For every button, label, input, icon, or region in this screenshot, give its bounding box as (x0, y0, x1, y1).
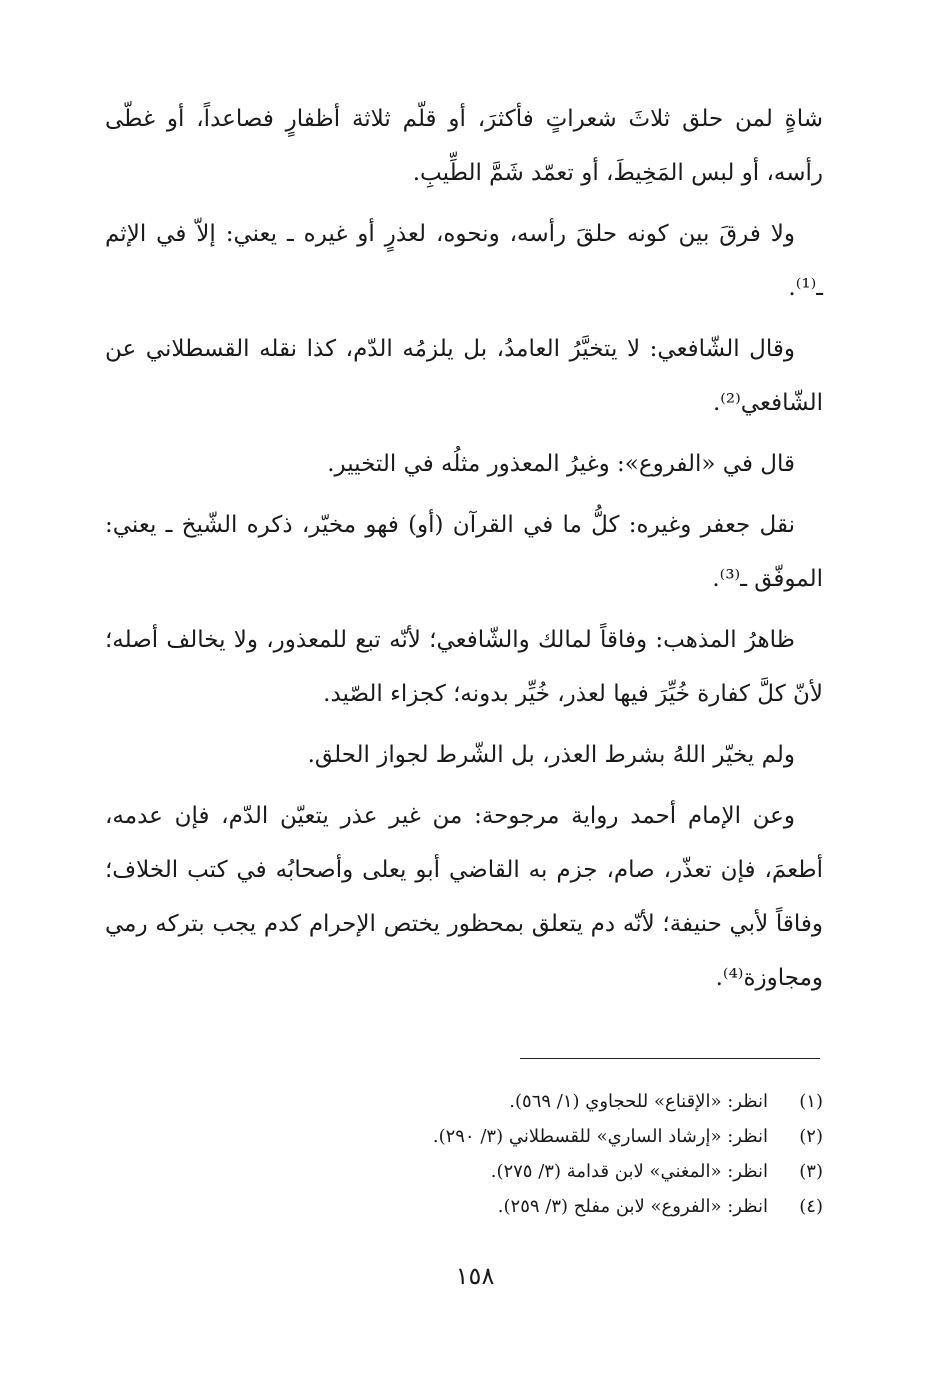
footnote-2 (105, 1119, 823, 1154)
footnote-3 (105, 1154, 823, 1189)
footnote-text: انظر: «إرشاد الساري» للقسطلاني (٣/ ٢٩٠). (432, 1126, 768, 1147)
footnote-number: (٤) (799, 1196, 823, 1217)
footnote-number: (٢) (799, 1126, 823, 1147)
page-body (105, 92, 823, 1012)
paragraph-2: ولا فرقَ بين كونه حلقَ رأسه، ونحوه، لعذرٍ أو غيره ـ يعني: إلاّ في الإثم ـ⁽¹⁾. (105, 221, 823, 301)
paragraph-4: قال في «الفروع»: وغيرُ المعذور مثلُه في التخيير. (327, 451, 795, 477)
page-number: ١٥٨ (455, 1262, 495, 1290)
footnote-4 (105, 1189, 823, 1224)
footnote-text: انظر: «المغني» لابن قدامة (٣/ ٢٧٥). (490, 1161, 768, 1182)
paragraph-8: وعن الإمام أحمد رواية مرجوحة: من غير عذر يتعيّن الدّم، فإن عدمه، أطعمَ، فإن تعذّر، صام، جزم به القاضي أبو يعلى وأصحابُه في كتب الخلاف؛ وفاقاً لأبي حنيفة؛ لأنّه دم يتعلق بمحظور يختص الإحرام كدم يجب بتركه رمي ومجاوزة⁽⁴⁾. (105, 803, 823, 991)
paragraph-7: ولم يخيّر اللهُ بشرط العذر، بل الشّرط لجواز الحلق. (307, 742, 795, 768)
paragraph-3: وقال الشّافعي: لا يتخيَّرُ العامدُ، بل يلزمُه الدّم، كذا نقله القسطلاني عن الشّافعي⁽²⁾. (105, 336, 823, 416)
footnote-divider (520, 1058, 820, 1059)
footnotes (105, 1084, 823, 1224)
footnote-number: (٣) (799, 1161, 823, 1182)
paragraph-6: ظاهرُ المذهب: وفاقاً لمالك والشّافعي؛ لأنّه تبع للمعذور، ولا يخالف أصله؛ لأنّ كلَّ كفارة خُيِّرَ فيها لعذر، خُيِّر بدونه؛ كجزاء الصّيد. (105, 627, 823, 707)
paragraph-5: نقل جعفر وغيره: كلُّ ما في القرآن (أو) فهو مخيّر، ذكره الشّيخ ـ يعني: الموفّق ـ⁽³⁾. (105, 512, 823, 592)
footnote-number: (١) (799, 1091, 823, 1112)
footnote-1 (105, 1084, 823, 1119)
footnote-text: انظر: «الفروع» لابن مفلح (٣/ ٢٥٩). (497, 1196, 768, 1217)
footnote-text: انظر: «الإقناع» للحجاوي (١/ ٥٦٩). (509, 1091, 768, 1112)
paragraph-1: شاةٍ لمن حلق ثلاثَ شعراتٍ فأكثرَ، أو قلّم ثلاثة أظفارٍ فصاعداً، أو غطّى رأسه، أو لبس المَخِيطَ، أو تعمّد شَمَّ الطِّيبِ. (105, 106, 823, 186)
